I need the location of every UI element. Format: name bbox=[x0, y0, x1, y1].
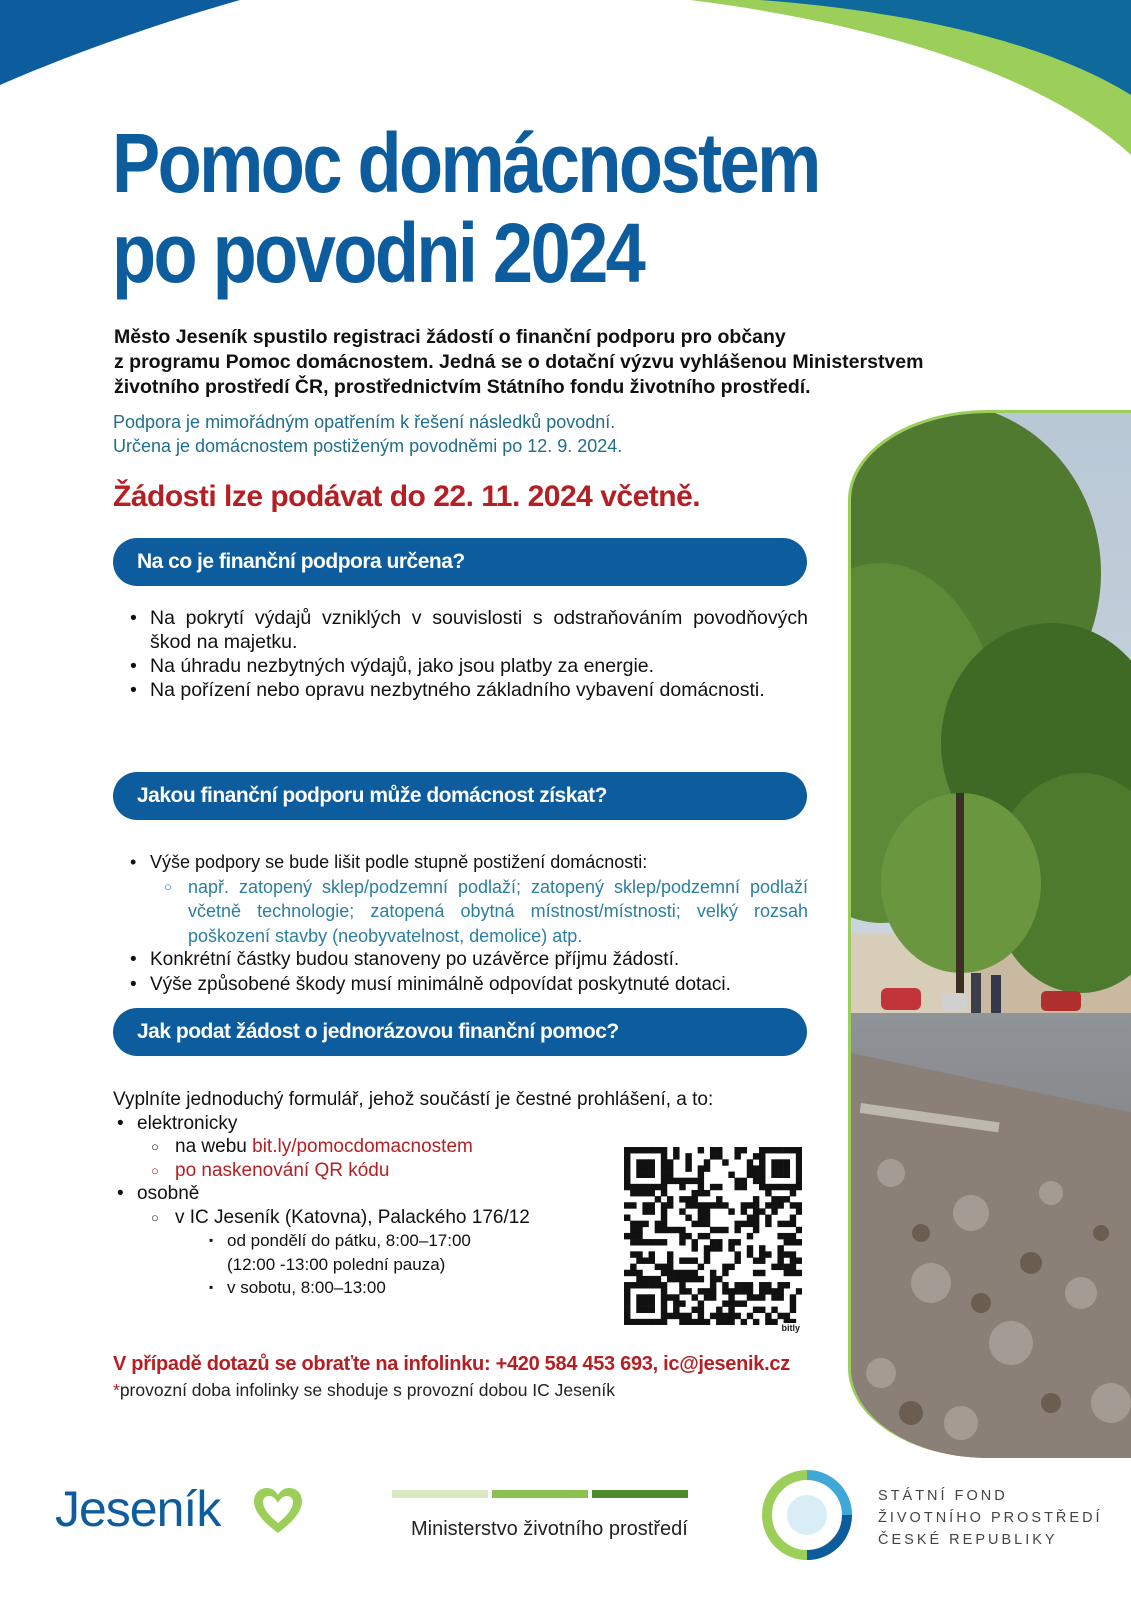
web-link[interactable]: bit.ly/pomocdomacnostem bbox=[252, 1136, 473, 1157]
ministry-logo-bars bbox=[392, 1490, 692, 1498]
list-item: • Konkrétní částky budou stanoveny po uzávěrce příjmu žádostí. bbox=[126, 948, 808, 973]
top-left-swoosh bbox=[0, 0, 260, 90]
title-line-2: po povodni 2024 bbox=[112, 206, 644, 300]
intro-secondary bbox=[113, 410, 873, 458]
jesenik-logo-text: Jeseník bbox=[55, 1481, 221, 1537]
section1-list bbox=[126, 606, 808, 702]
web-prefix: na webu bbox=[175, 1136, 253, 1157]
contact-line: V případě dotazů se obraťte na infolinku: +420 584 453 693, ic@jesenik.cz bbox=[113, 1353, 790, 1375]
deadline-notice: Žádosti lze podávat do 22. 11. 2024 včetně. bbox=[113, 480, 701, 513]
fund-line-1: STÁTNÍ FOND bbox=[878, 1488, 1008, 1504]
list-item bbox=[113, 1112, 633, 1183]
section3-heading: Jak podat žádost o jednorázovou finanční pomoc? bbox=[113, 1008, 807, 1056]
note-text: provozní doba infolinky se shoduje s provozní dobou IC Jeseník bbox=[119, 1380, 615, 1400]
heart-icon bbox=[252, 1487, 304, 1535]
intro-line-2: z programu Pomoc domácnostem. Jedná se o dotační výzvu vyhlášenou Ministerstvem bbox=[114, 351, 924, 373]
page-title bbox=[112, 118, 819, 298]
fund-logo-text bbox=[878, 1485, 1103, 1551]
list-item bbox=[126, 850, 808, 948]
intro-line-3: životního prostředí ČR, prostřednictvím Státního fondu životního prostředí. bbox=[114, 376, 811, 398]
list-item: • Na pokrytí výdajů vzniklých v souvislosti s odstraňováním povodňových škod na majetku. bbox=[126, 606, 808, 654]
sub-list-item: ○ např. zatopený sklep/podzemní podlaží; zatopený sklep/podzemní podlaží včetně technologie; zatopená obytná místnost/místnosti; velký rozsah poškození stavby (neobyvatelnost, demolice) atp. bbox=[150, 875, 808, 949]
hours-weekday: od pondělí do pátku, 8:00–17:00 bbox=[227, 1231, 471, 1250]
section3-lead: Vyplníte jednoduchý formulář, jehož součástí je čestné prohlášení, a to: bbox=[113, 1089, 714, 1110]
fund-logo-icon bbox=[762, 1470, 852, 1560]
hours-item: ▪ v sobotu, 8:00–13:00 bbox=[175, 1276, 633, 1300]
section2-heading: Jakou finanční podporu může domácnost získat? bbox=[113, 772, 807, 820]
sub-list-item bbox=[137, 1206, 633, 1300]
intro-line-1: Město Jeseník spustilo registraci žádostí o finanční podporu pro občany bbox=[114, 326, 786, 348]
list-item-text: Výše podpory se bude lišit podle stupně postižení domácnosti: bbox=[150, 852, 648, 872]
list-item bbox=[113, 1182, 633, 1300]
list-item: • Na pořízení nebo opravu nezbytného základního vybavení domácnosti. bbox=[126, 678, 808, 702]
ministry-logo-text: Ministerstvo životního prostředí bbox=[411, 1518, 688, 1540]
list-item: • Na úhradu nezbytných výdajů, jako jsou platby za energie. bbox=[126, 654, 808, 678]
fund-line-3: ČESKÉ REPUBLIKY bbox=[878, 1532, 1058, 1548]
list-item: • Výše způsobené škody musí minimálně odpovídat poskytnuté dotaci. bbox=[126, 973, 808, 998]
qr-code[interactable] bbox=[624, 1147, 802, 1333]
sub-list-item bbox=[137, 1135, 633, 1159]
hours-item bbox=[175, 1229, 633, 1276]
office-address: v IC Jeseník (Katovna), Palackého 176/12 bbox=[175, 1206, 530, 1228]
electronic-label: elektronicky bbox=[137, 1112, 238, 1134]
section2-list bbox=[126, 850, 808, 997]
note-star: * bbox=[113, 1380, 120, 1400]
jesenik-logo bbox=[55, 1480, 220, 1538]
intro2-line-1: Podpora je mimořádným opatřením k řešení následků povodní. bbox=[113, 412, 616, 432]
qr-code-graphic bbox=[624, 1147, 802, 1325]
fund-line-2: ŽIVOTNÍHO PROSTŘEDÍ bbox=[878, 1510, 1103, 1526]
qr-label: bitly bbox=[781, 1323, 800, 1333]
intro-paragraph bbox=[114, 325, 994, 400]
section1-heading: Na co je finanční podpora určena? bbox=[113, 538, 807, 586]
section3-content bbox=[113, 1088, 714, 1300]
hours-note bbox=[113, 1380, 615, 1401]
hours-break: (12:00 -13:00 polední pauza) bbox=[227, 1254, 446, 1274]
flood-photo-illustration bbox=[851, 413, 1131, 1458]
sub-list-item: ○ po naskenování QR kódu bbox=[137, 1159, 633, 1183]
flood-photo bbox=[848, 410, 1131, 1458]
intro2-line-2: Určena je domácnostem postiženým povodněmi po 12. 9. 2024. bbox=[113, 436, 623, 456]
personal-label: osobně bbox=[137, 1183, 200, 1204]
title-line-1: Pomoc domácnostem bbox=[112, 116, 819, 210]
